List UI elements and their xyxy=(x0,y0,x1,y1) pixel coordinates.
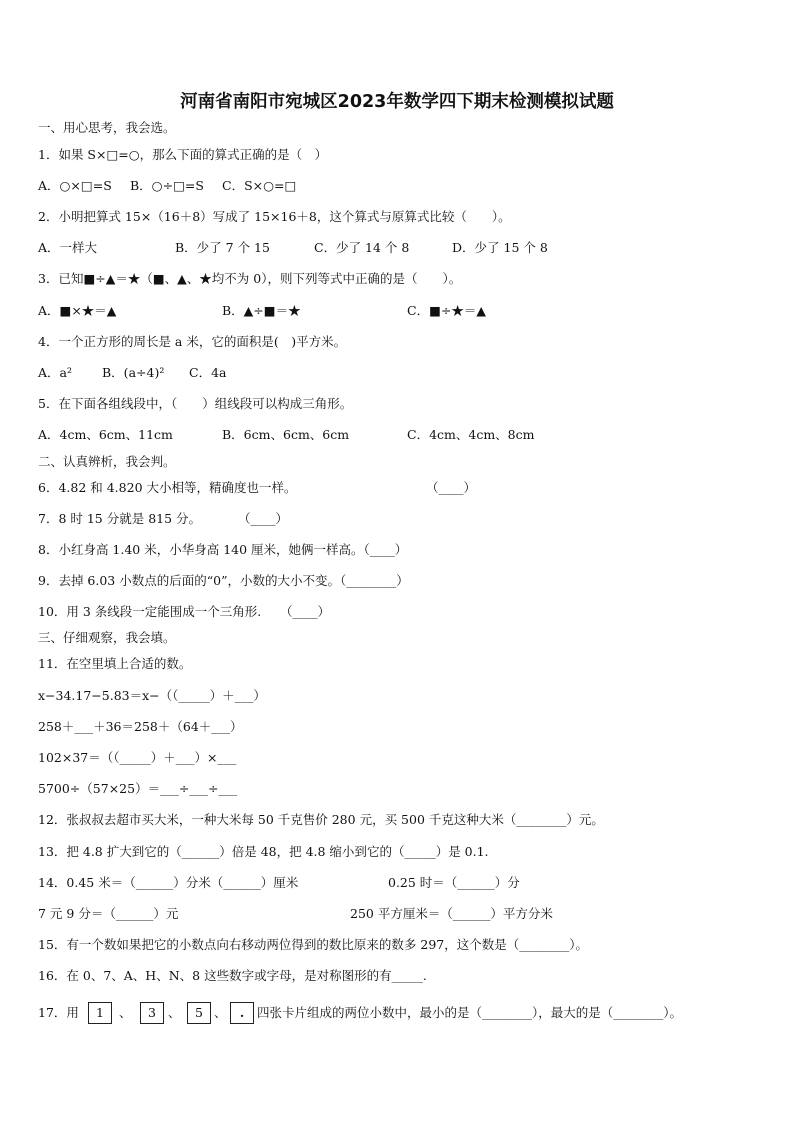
question-14-part-2: 0.25 时＝（______）分 xyxy=(388,875,520,890)
question-5-option-c: C．4cm、4cm、8cm xyxy=(407,427,535,442)
question-15-text: 15．有一个数如果把它的小数点向右移动两位得到的数比原来的数多 297，这个数是（________）。 xyxy=(38,937,588,952)
question-3-stem: 3．已知■÷▲＝★（■、▲、★均不为 0），则下列等式中正确的是（ ）。 xyxy=(38,271,462,286)
question-5-option-a: A．4cm、6cm、11cm xyxy=(38,427,173,442)
question-3-option-a: A．■×★＝▲ xyxy=(38,303,117,318)
section-heading-3: 三、仔细观察，我会填。 xyxy=(38,630,176,645)
question-1-option-c: C．S×○=□ xyxy=(222,178,297,193)
question-4-option-c: C．4a xyxy=(189,365,227,380)
question-7-text: 7．8 时 15 分就是 815 分。 xyxy=(38,511,202,526)
question-11-line-4: 5700÷（57×25）＝___÷___÷___ xyxy=(38,781,238,796)
question-12-text: 12．张叔叔去超市买大米，一种大米每 50 千克售价 280 元，买 500 千克这种大米（________）元。 xyxy=(38,812,604,827)
question-11-line-2: 258＋___＋36＝258＋（64＋___） xyxy=(38,719,243,734)
question-10-text: 10．用 3 条线段一定能围成一个三角形. （____） xyxy=(38,604,331,619)
page-title: 河南省南阳市宛城区2023年数学四下期末检测模拟试题 xyxy=(180,92,614,112)
number-card-1: 1 xyxy=(88,1002,112,1024)
section-heading-1: 一、用心思考，我会选。 xyxy=(38,120,176,135)
question-2-option-d: D．少了 15 个 8 xyxy=(452,240,548,255)
question-2-option-c: C．少了 14 个 8 xyxy=(314,240,410,255)
question-7-answer-blank: （____） xyxy=(238,511,289,526)
question-9-text: 9．去掉 6.03 小数点的后面的“0”，小数的大小不变。（________） xyxy=(38,573,409,588)
card-separator: 、 xyxy=(168,1005,181,1020)
question-2-stem: 2．小明把算式 15×（16＋8）写成了 15×16＋8，这个算式与原算式比较（ ）。 xyxy=(38,209,511,224)
question-5-stem: 5．在下面各组线段中，（ ）组线段可以构成三角形。 xyxy=(38,396,353,411)
section-heading-2: 二、认真辨析，我会判。 xyxy=(38,454,176,469)
question-17-prefix: 17．用 xyxy=(38,1005,79,1020)
question-14-part-4: 250 平方厘米＝（______）平方分米 xyxy=(350,906,553,921)
question-6-answer-blank: （____） xyxy=(426,480,477,495)
question-3-option-c: C．■÷★＝▲ xyxy=(407,303,486,318)
decimal-point-card: . xyxy=(230,1002,254,1024)
card-separator: 、 xyxy=(119,1005,132,1020)
question-6-text: 6．4.82 和 4.820 大小相等，精确度也一样。 xyxy=(38,480,297,495)
question-14-part-3: 7 元 9 分＝（______）元 xyxy=(38,906,179,921)
number-card-3: 3 xyxy=(140,1002,164,1024)
question-2-option-b: B．少了 7 个 15 xyxy=(175,240,270,255)
question-1-option-b: B．○÷□=S xyxy=(130,178,204,193)
question-1-option-a: A．○×□=S xyxy=(38,178,112,193)
question-11-stem: 11．在空里填上合适的数。 xyxy=(38,656,192,671)
question-5-option-b: B．6cm、6cm、6cm xyxy=(222,427,350,442)
question-11-line-1: x−34.17−5.83＝x−（（_____）＋___） xyxy=(38,688,266,703)
number-card-5: 5 xyxy=(187,1002,211,1024)
question-4-stem: 4．一个正方形的周长是 a 米，它的面积是( )平方米。 xyxy=(38,334,347,349)
question-16-text: 16．在 0、7、A、H、N、8 这些数字或字母，是对称图形的有_____. xyxy=(38,968,427,983)
question-13-text: 13．把 4.8 扩大到它的（______）倍是 48，把 4.8 缩小到它的（_____）是 0.1. xyxy=(38,844,489,859)
question-11-line-3: 102×37＝（（_____）＋___）×___ xyxy=(38,750,237,765)
question-1-stem: 1．如果 S×□=○，那么下面的算式正确的是（ ） xyxy=(38,147,328,162)
card-separator: 、 xyxy=(214,1005,227,1020)
question-4-option-a: A．a² xyxy=(38,365,72,380)
question-17-text: 四张卡片组成的两位小数中，最小的是（________），最大的是（________）。 xyxy=(257,1005,683,1020)
question-3-option-b: B．▲÷■＝★ xyxy=(222,303,301,318)
question-8-text: 8．小红身高 1.40 米，小华身高 140 厘米，她俩一样高。（____） xyxy=(38,542,408,557)
question-4-option-b: B．(a÷4)² xyxy=(102,365,165,380)
question-14-part-1: 14．0.45 米＝（______）分米（______）厘米 xyxy=(38,875,299,890)
question-2-option-a: A．一样大 xyxy=(38,240,98,255)
